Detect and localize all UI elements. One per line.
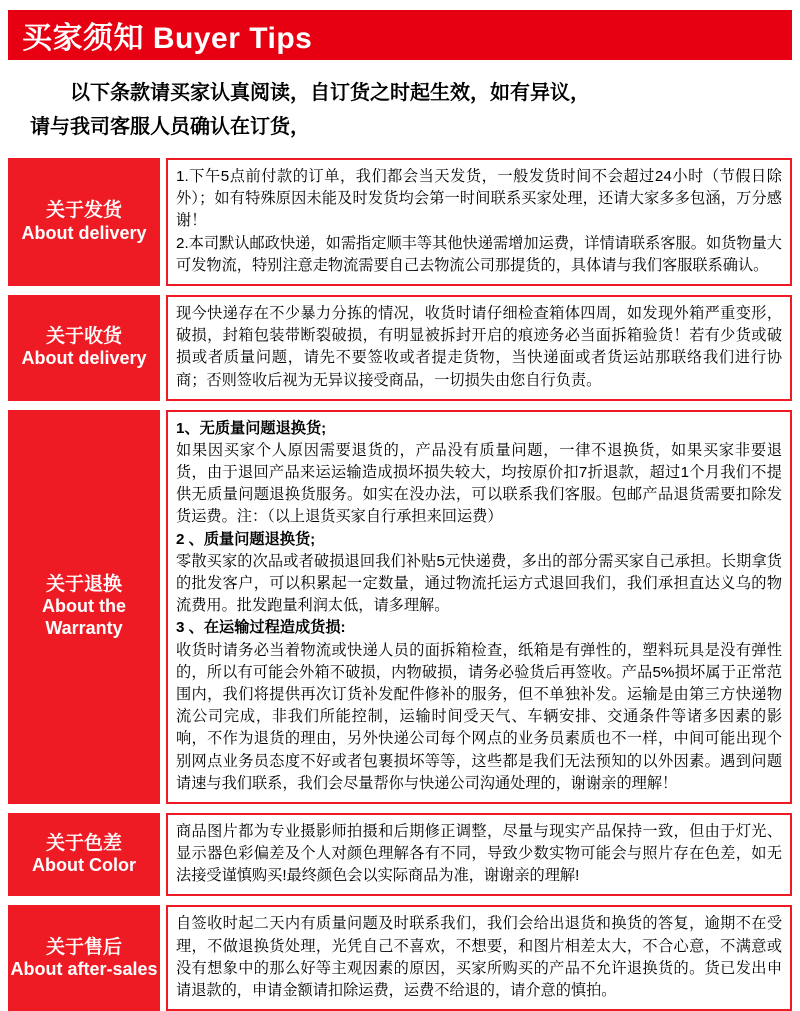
row-paragraph: 零散买家的次品或者破损退回我们补贴5元快递费，多出的部分需买家自己承担。长期拿货的批发客户，可以积累起一定数量，通过物流托运方式退回我们，我们承担直达义乌的物流费用。批发跑量利润太低，请多理解。 xyxy=(176,552,782,615)
intro-line-1: 以下条款请买家认真阅读，自订货之时起生效，如有异议， xyxy=(70,82,590,104)
table-row xyxy=(8,295,792,401)
row-paragraph: 收货时请务必当着物流或快递人员的面拆箱检查，纸箱是有弹性的，塑料玩具是没有弹性的，所以有可能会外箱不破损，内物破损，请务必验货后再签收。产品5%损坏属于正常范围内，我们将提供再次订货补发配件修补的服务，但不单独补发。运输是由第三方快递物流公司完成，非我们所能控制，运输时间受天气、车辆安排、交通条件等诸多因素的影响，不作为退货的理由，另外快递公司每个网点的业务员素质也不一样，中间可能出现个别网点业务员态度不好或者包裹损坏等等，这些都是我们无法预知的以外因素。遇到问题请速与我们联系，我们会尽量帮你与快递公司沟通处理的，谢谢亲的理解！ xyxy=(176,641,782,792)
row-label-after-sales xyxy=(8,905,160,1011)
row-label-en: About Color xyxy=(32,855,136,876)
row-paragraph: 2 、质量问题退换货; xyxy=(176,530,316,548)
row-label-cn: 关于退换 xyxy=(45,574,122,596)
row-paragraph: 商品图片都为专业摄影师拍摄和后期修正调整，尽量与现实产品保持一致，但由于灯光、显示器色彩偏差及个人对颜色理解各有不同，导致少数实物可能会与照片存在色差，如无法接受谨慎购买!最终颜色会以实际商品为准，谢谢亲的理解! xyxy=(176,822,782,885)
tips-table xyxy=(8,158,792,1011)
table-row xyxy=(8,158,792,286)
row-body-color xyxy=(166,813,792,897)
row-label-cn: 关于收货 xyxy=(45,326,122,348)
intro-text xyxy=(30,76,770,144)
row-paragraph: 2.本司默认邮政快递，如需指定顺丰等其他快递需增加运费，详情请联系客服。如货物量大可发物流，特别注意走物流需要自己去物流公司那提货的，具体请与我们客服联系确认。 xyxy=(176,234,782,274)
row-body-delivery xyxy=(166,158,792,286)
row-paragraph: 自签收时起二天内有质量问题及时联系我们，我们会给出退货和换货的答复，逾期不在受理，不做退换货处理，光凭自己不喜欢，不想要，和图片相差太大，不合心意，不满意或没有想象中的那么好等主观因素的原因，买家所购买的产品不允许退换货的。货已发出申请退款的，申请金额请扣除运费，运费不给退的，请介意的慎拍。 xyxy=(176,915,782,999)
row-label-en: About delivery xyxy=(21,222,147,243)
table-row xyxy=(8,813,792,897)
row-paragraph: 1、无质量问题退换货; xyxy=(176,419,327,437)
row-label-cn: 关于发货 xyxy=(45,200,122,222)
row-paragraph: 3 、在运输过程造成货损: xyxy=(176,619,346,637)
row-label-en: About delivery xyxy=(21,348,147,369)
row-label-warranty xyxy=(8,410,160,804)
row-paragraph: 1.下午5点前付款的订单，我们都会当天发货，一般发货时间不会超过24小时（节假日除外）；如有特殊原因未能及时发货均会第一时间联系买家处理，还请大家多多包涵，万分感谢！ xyxy=(176,168,782,230)
row-body-warranty xyxy=(166,410,792,804)
row-body-receiving xyxy=(166,295,792,401)
row-label-delivery xyxy=(8,158,160,286)
table-row xyxy=(8,905,792,1011)
row-label-en: About after-sales xyxy=(10,958,158,979)
page-header xyxy=(8,10,792,60)
row-label-receiving xyxy=(8,295,160,401)
page-title: 买家须知 Buyer Tips xyxy=(22,22,313,55)
buyer-tips-page xyxy=(0,10,800,1001)
intro-line-2: 请与我司客服人员确认在订货， xyxy=(30,116,310,138)
row-body-after-sales xyxy=(166,905,792,1011)
row-paragraph: 现今快递存在不少暴力分拣的情况，收货时请仔细检查箱体四周，如发现外箱严重变形，破损，封箱包装带断裂破损，有明显被拆封开启的痕迹务必当面拆箱验货！若有少货或破损或者质量问题，请先不要签收或者提走货物，当快递面或者货运站那联络我们进行协商；否则签收后视为无异议接受商品，一切损失由您自行负责。 xyxy=(176,304,782,389)
row-label-color xyxy=(8,813,160,897)
row-label-en: About the Warranty xyxy=(42,596,126,639)
row-paragraph: 如果因买家个人原因需要退货的，产品没有质量问题，一律不退换货，如果买家非要退货，由于退回产品来运运输造成损坏损失较大，均按原价扣7折退款，超过1个月我们不提供无质量问题退换货服务。如实在没办法，可以联系我们客服。包邮产品退货需要扣除发货运费。注：（以上退货买家自行承担来回运费） xyxy=(176,441,782,526)
row-label-cn: 关于售后 xyxy=(45,936,122,958)
table-row xyxy=(8,410,792,804)
row-label-cn: 关于色差 xyxy=(45,833,122,855)
